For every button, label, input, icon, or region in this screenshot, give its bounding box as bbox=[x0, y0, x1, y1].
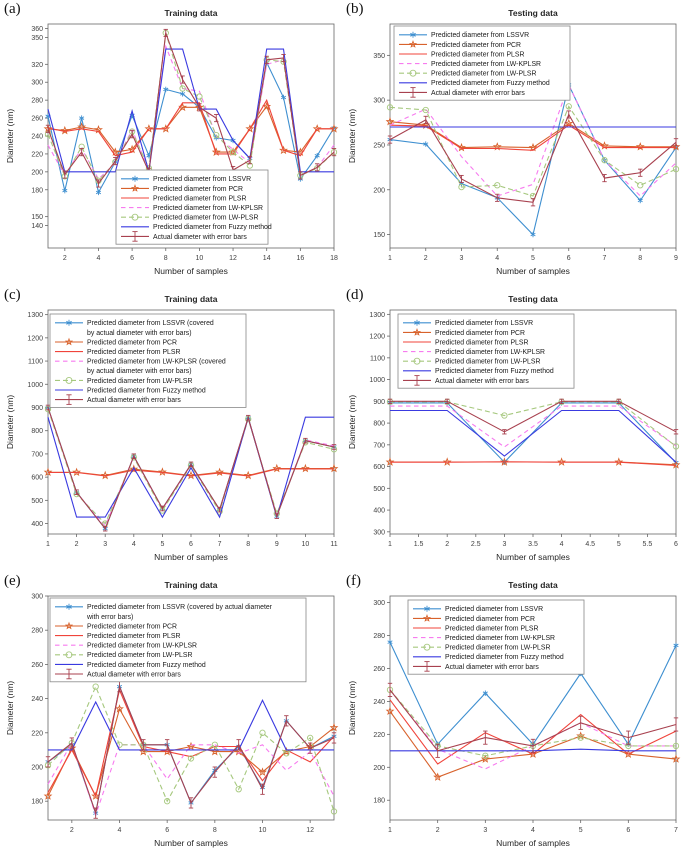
y-tick-label: 350 bbox=[373, 52, 385, 60]
x-tick-label: 6 bbox=[566, 255, 571, 262]
legend-label: Predicted diameter from LSSVR (covered bbox=[87, 320, 214, 328]
x-tick-label: 2 bbox=[69, 827, 74, 834]
legend-label: Predicted diameter from PCR bbox=[153, 185, 243, 193]
x-axis-label: Number of samples bbox=[496, 838, 570, 848]
x-tick-label: 12 bbox=[306, 827, 315, 834]
x-tick-label: 1 bbox=[388, 255, 392, 262]
legend-label: Predicted diameter from PCR bbox=[87, 623, 177, 631]
y-tick-label: 300 bbox=[31, 593, 43, 601]
x-tick-label: 8 bbox=[638, 255, 643, 262]
x-tick-label: 6 bbox=[130, 255, 135, 262]
legend-label: Actual diameter with error bars bbox=[153, 233, 247, 241]
y-axis-label: Diameter (nm) bbox=[347, 680, 357, 736]
x-tick-label: 6 bbox=[674, 541, 678, 548]
x-tick-label: 6 bbox=[189, 541, 193, 548]
x-tick-label: 10 bbox=[301, 541, 310, 548]
legend-label: Predicted diameter from LW-KPLSR bbox=[87, 642, 198, 650]
x-tick-label: 9 bbox=[274, 541, 279, 548]
legend-label: Predicted diameter from Fuzzy method bbox=[87, 387, 206, 395]
legend-label: Predicted diameter from LSSVR bbox=[431, 32, 530, 40]
x-tick-label: 4 bbox=[531, 827, 535, 834]
legend-label: Predicted diameter from LSSVR (covered by actual diameter bbox=[87, 604, 272, 612]
legend-label: Predicted diameter from LW-PLSR bbox=[87, 652, 193, 660]
legend-label: by actual diameter with error bars) bbox=[87, 368, 192, 376]
x-tick-label: 10 bbox=[258, 827, 267, 834]
x-axis-label: Number of samples bbox=[496, 552, 570, 562]
y-tick-label: 300 bbox=[31, 79, 43, 87]
legend-label: Predicted diameter from LSSVR bbox=[445, 606, 544, 614]
y-tick-label: 140 bbox=[31, 223, 43, 231]
x-tick-label: 2 bbox=[445, 541, 450, 548]
series-lwkplsr bbox=[390, 85, 676, 196]
y-tick-label: 220 bbox=[31, 151, 43, 159]
y-tick-label: 300 bbox=[373, 600, 385, 608]
panel-a bbox=[0, 0, 342, 286]
panel-c bbox=[0, 286, 342, 572]
legend-label: Predicted diameter from Fuzzy method bbox=[153, 224, 272, 232]
legend-label: Predicted diameter from LW-PLSR bbox=[87, 377, 193, 385]
y-tick-label: 180 bbox=[373, 797, 385, 805]
panel-d bbox=[342, 286, 685, 572]
y-tick-label: 1100 bbox=[369, 355, 385, 363]
x-tick-label: 8 bbox=[246, 541, 251, 548]
chart-title: Testing data bbox=[508, 294, 558, 304]
series-lssvr bbox=[388, 82, 679, 237]
x-tick-label: 4 bbox=[96, 255, 101, 262]
legend-label: Predicted diameter from Fuzzy method bbox=[431, 80, 550, 88]
y-tick-label: 360 bbox=[31, 25, 43, 33]
legend-label: Predicted diameter from Fuzzy method bbox=[87, 661, 206, 669]
legend-label: Predicted diameter from LW-PLSR bbox=[445, 644, 551, 652]
series-pcr bbox=[387, 118, 679, 150]
legend-label: Predicted diameter from Fuzzy method bbox=[445, 654, 564, 662]
x-tick-label: 4 bbox=[559, 541, 564, 548]
x-tick-label: 12 bbox=[229, 255, 237, 262]
legend-label: Predicted diameter from LW-KPLSR bbox=[445, 635, 556, 642]
x-tick-label: 6 bbox=[626, 827, 631, 834]
x-tick-label: 2.5 bbox=[470, 541, 481, 548]
series-actual bbox=[388, 111, 678, 206]
panel-letter: (d) bbox=[346, 287, 364, 303]
chart-title: Training data bbox=[164, 294, 218, 304]
x-tick-label: 1 bbox=[388, 541, 392, 548]
y-tick-label: 700 bbox=[31, 451, 43, 459]
x-tick-label: 5 bbox=[578, 827, 583, 834]
legend bbox=[394, 26, 570, 100]
y-tick-label: 200 bbox=[31, 169, 43, 177]
legend-label: Actual diameter with error bars bbox=[87, 397, 181, 404]
panel-letter: (f) bbox=[346, 573, 361, 589]
panel-e bbox=[0, 572, 342, 858]
legend bbox=[116, 170, 272, 244]
y-tick-label: 900 bbox=[373, 398, 385, 406]
x-tick-label: 5 bbox=[531, 255, 535, 262]
y-axis-label: Diameter (nm) bbox=[5, 108, 15, 164]
y-tick-label: 280 bbox=[373, 633, 385, 641]
y-axis-label: Diameter (nm) bbox=[5, 394, 15, 450]
legend-label: Predicted diameter from PCR bbox=[431, 41, 521, 49]
y-tick-label: 400 bbox=[31, 521, 43, 529]
x-tick-label: 14 bbox=[262, 255, 271, 262]
chart-title: Testing data bbox=[508, 8, 558, 18]
y-tick-label: 1200 bbox=[27, 335, 43, 343]
chart-title: Testing data bbox=[508, 580, 558, 590]
chart-e bbox=[0, 572, 342, 858]
legend-label: Predicted diameter from PLSR bbox=[153, 195, 247, 203]
legend bbox=[50, 314, 246, 407]
y-tick-label: 250 bbox=[373, 142, 385, 150]
legend-label: Predicted diameter from LW-KPLSR (covered bbox=[87, 358, 226, 366]
y-tick-label: 280 bbox=[31, 627, 43, 635]
x-axis-label: Number of samples bbox=[154, 552, 228, 562]
y-tick-label: 400 bbox=[373, 507, 385, 515]
legend-label: Predicted diameter from LW-KPLSR bbox=[153, 205, 264, 212]
y-tick-label: 220 bbox=[31, 730, 43, 738]
x-tick-label: 4 bbox=[495, 255, 500, 262]
chart-a bbox=[0, 0, 342, 286]
y-tick-label: 150 bbox=[373, 232, 385, 240]
legend-label: Actual diameter with error bars bbox=[87, 671, 181, 679]
y-tick-label: 800 bbox=[31, 428, 43, 436]
x-tick-label: 16 bbox=[296, 255, 305, 262]
y-tick-label: 500 bbox=[373, 485, 385, 493]
y-tick-label: 1000 bbox=[27, 381, 43, 389]
y-tick-label: 180 bbox=[31, 798, 43, 806]
legend-label: Predicted diameter from PLSR bbox=[87, 633, 181, 640]
legend-label: Predicted diameter from PCR bbox=[87, 339, 177, 347]
legend bbox=[398, 314, 574, 388]
x-tick-label: 8 bbox=[212, 827, 217, 834]
panel-b bbox=[342, 0, 685, 286]
chart-c bbox=[0, 286, 342, 572]
y-tick-label: 260 bbox=[31, 115, 43, 123]
x-tick-label: 7 bbox=[602, 255, 607, 262]
x-tick-label: 3.5 bbox=[528, 541, 538, 548]
y-tick-label: 240 bbox=[31, 133, 43, 141]
x-tick-label: 5 bbox=[616, 541, 621, 548]
x-tick-label: 2 bbox=[62, 255, 67, 262]
series-lwkplsr bbox=[390, 406, 676, 447]
chart-d bbox=[342, 286, 684, 572]
series-lwplsr bbox=[387, 104, 678, 199]
legend-label: Actual diameter with error bars bbox=[431, 89, 525, 97]
y-tick-label: 200 bbox=[373, 764, 385, 772]
legend-label: Predicted diameter from PLSR bbox=[445, 625, 539, 633]
x-tick-label: 3 bbox=[459, 255, 464, 262]
y-tick-label: 1300 bbox=[369, 311, 385, 319]
panel-letter: (b) bbox=[346, 1, 364, 17]
legend-label: Predicted diameter from LW-PLSR bbox=[431, 70, 537, 78]
y-tick-label: 900 bbox=[31, 404, 43, 412]
y-axis-label: Diameter (nm) bbox=[347, 394, 357, 450]
legend-label: by actual diameter with error bars) bbox=[87, 329, 192, 337]
y-tick-label: 180 bbox=[31, 187, 43, 195]
x-tick-label: 7 bbox=[674, 827, 678, 834]
legend-label: with error bars) bbox=[87, 613, 134, 621]
y-tick-label: 280 bbox=[31, 97, 43, 105]
legend-label: Predicted diameter from LW-KPLSR bbox=[431, 61, 542, 68]
legend bbox=[50, 598, 306, 682]
x-tick-label: 9 bbox=[674, 255, 678, 262]
y-tick-label: 500 bbox=[31, 497, 43, 505]
y-tick-label: 200 bbox=[31, 764, 43, 772]
x-axis-label: Number of samples bbox=[154, 838, 228, 848]
x-tick-label: 3 bbox=[103, 541, 108, 548]
panel-f bbox=[342, 572, 685, 858]
legend-label: Predicted diameter from PLSR bbox=[431, 51, 525, 59]
y-tick-label: 1200 bbox=[369, 333, 385, 341]
legend-label: Predicted diameter from LW-KPLSR bbox=[435, 349, 546, 356]
y-tick-label: 1000 bbox=[369, 377, 385, 385]
x-tick-label: 2 bbox=[423, 255, 428, 262]
y-tick-label: 200 bbox=[373, 187, 385, 195]
y-tick-label: 600 bbox=[31, 474, 43, 482]
x-tick-label: 1.5 bbox=[413, 541, 424, 548]
legend-label: Actual diameter with error bars bbox=[445, 663, 539, 671]
legend-label: Predicted diameter from LSSVR bbox=[153, 176, 252, 184]
y-tick-label: 150 bbox=[31, 214, 43, 222]
x-tick-label: 2 bbox=[74, 541, 79, 548]
x-tick-label: 4 bbox=[131, 541, 136, 548]
x-axis-label: Number of samples bbox=[496, 266, 570, 276]
x-axis-label: Number of samples bbox=[154, 266, 228, 276]
x-tick-label: 5 bbox=[160, 541, 165, 548]
legend-label: Predicted diameter from PCR bbox=[435, 329, 525, 337]
x-tick-label: 5.5 bbox=[642, 541, 653, 548]
legend bbox=[408, 600, 584, 674]
x-tick-label: 1 bbox=[46, 541, 50, 548]
chart-title: Training data bbox=[164, 580, 218, 590]
legend-label: Predicted diameter from LW-PLSR bbox=[435, 358, 541, 366]
x-tick-label: 7 bbox=[217, 541, 222, 548]
panel-letter: (c) bbox=[4, 287, 21, 303]
panel-letter: (a) bbox=[4, 1, 21, 17]
y-axis-label: Diameter (nm) bbox=[347, 108, 357, 164]
x-tick-label: 4 bbox=[117, 827, 122, 834]
y-tick-label: 350 bbox=[31, 34, 43, 42]
y-tick-label: 240 bbox=[373, 698, 385, 706]
x-tick-label: 18 bbox=[330, 255, 338, 262]
panel-letter: (e) bbox=[4, 573, 21, 589]
chart-b bbox=[342, 0, 684, 286]
y-tick-label: 1300 bbox=[27, 312, 43, 320]
legend-label: Actual diameter with error bars bbox=[435, 377, 529, 385]
x-tick-label: 10 bbox=[195, 255, 204, 262]
legend-label: Predicted diameter from PLSR bbox=[435, 339, 529, 347]
x-tick-label: 6 bbox=[165, 827, 170, 834]
legend-label: Predicted diameter from Fuzzy method bbox=[435, 368, 554, 376]
x-tick-label: 3 bbox=[502, 541, 507, 548]
x-tick-label: 1 bbox=[388, 827, 392, 834]
y-tick-label: 300 bbox=[373, 529, 385, 537]
y-tick-label: 600 bbox=[373, 464, 385, 472]
y-tick-label: 240 bbox=[31, 696, 43, 704]
y-tick-label: 220 bbox=[373, 731, 385, 739]
x-tick-label: 8 bbox=[163, 255, 168, 262]
y-axis-label: Diameter (nm) bbox=[5, 680, 15, 736]
x-tick-label: 11 bbox=[330, 541, 338, 548]
y-tick-label: 700 bbox=[373, 442, 385, 450]
legend-label: Predicted diameter from PCR bbox=[445, 615, 535, 623]
x-tick-label: 3 bbox=[483, 827, 488, 834]
legend-label: Predicted diameter from LW-PLSR bbox=[153, 214, 259, 222]
y-tick-label: 300 bbox=[373, 97, 385, 105]
series-fuzzy bbox=[48, 417, 334, 517]
chart-title: Training data bbox=[164, 8, 218, 18]
chart-f bbox=[342, 572, 684, 858]
y-tick-label: 1100 bbox=[27, 358, 43, 366]
x-tick-label: 2 bbox=[435, 827, 440, 834]
series-pcr bbox=[45, 706, 337, 799]
legend-label: Predicted diameter from LSSVR bbox=[435, 320, 534, 328]
legend-label: Predicted diameter from PLSR bbox=[87, 349, 181, 356]
y-tick-label: 800 bbox=[373, 420, 385, 428]
y-tick-label: 260 bbox=[373, 665, 385, 673]
x-tick-label: 4.5 bbox=[585, 541, 596, 548]
y-tick-label: 260 bbox=[31, 661, 43, 669]
y-tick-label: 320 bbox=[31, 61, 43, 69]
